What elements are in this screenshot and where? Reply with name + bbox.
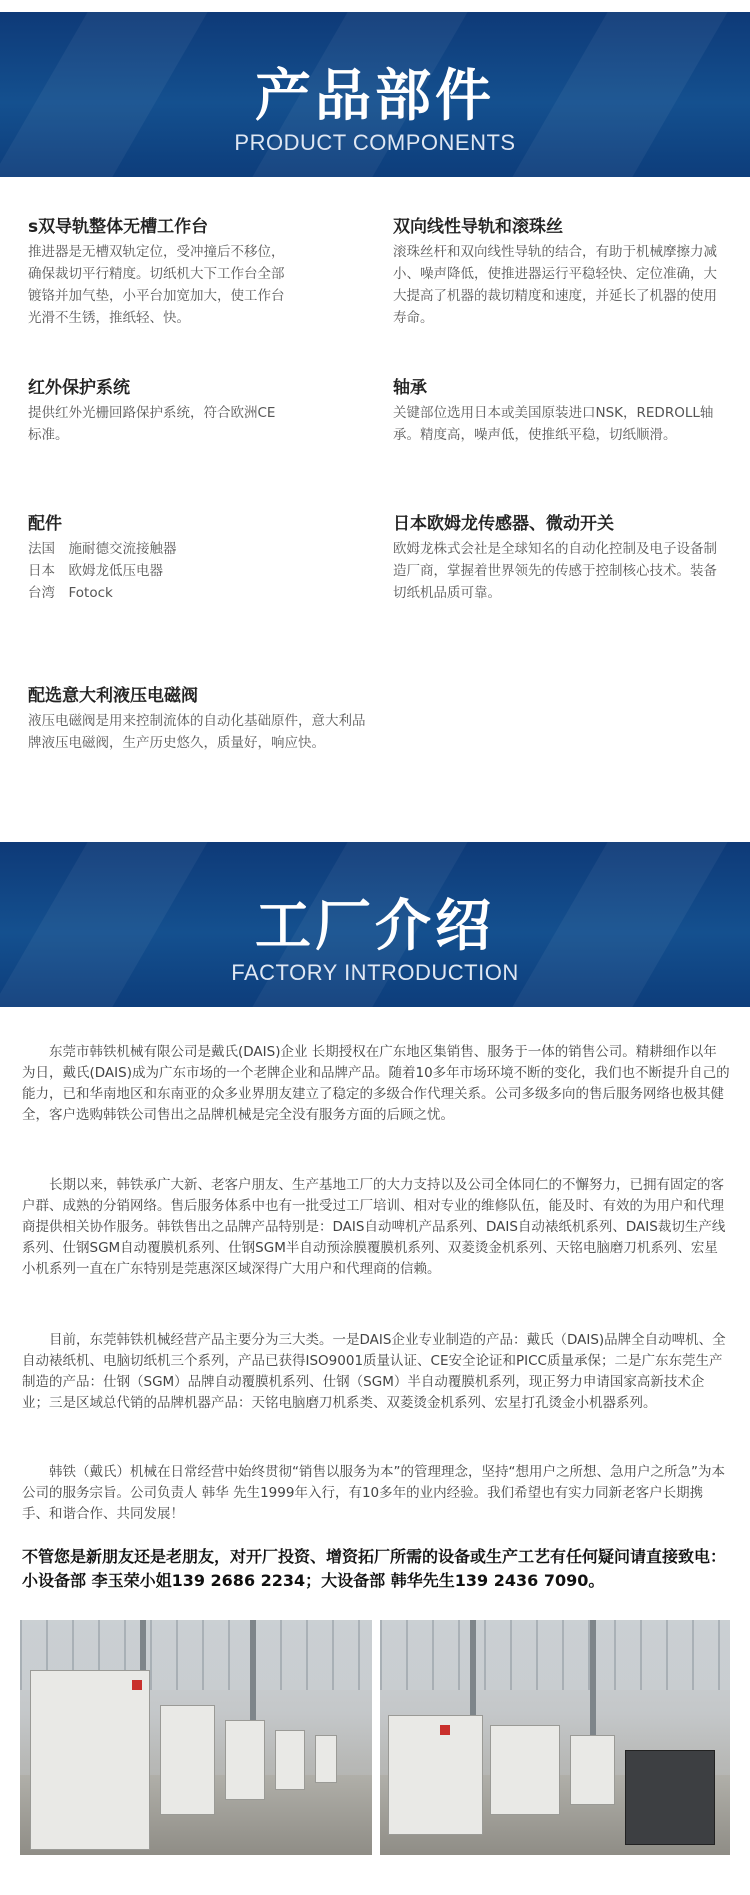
intro-paragraph: 长期以来，韩铁承广大新、老客户朋友、生产基地工厂的大力支持以及公司全体同仁的不懈努力，已拥有固定的客户群、成熟的分销网络。售后服务体系中也有一批受过工厂培训、相对专业的维修队伍，能及时、有效的为用户和代理商提供相关协作服务。韩铁售出之品牌产品特别是：DAIS自动啤机产品系列、DAIS自动裱纸机系列、DAIS裁切生产线系列、仕钢SGM自动覆膜机系列、仕钢SGM半自动预涂膜覆膜机系列、双菱烫金机系列、天铭电脑磨刀机系列、宏星小机系列一直在广东特别是莞惠深区域深得广大用户和代理商的信赖。 [22, 1177, 726, 1277]
component-title: 配选意大利液压电磁阀 [28, 686, 198, 706]
banner-title: 产品部件 [255, 64, 495, 129]
component-description: 液压电磁阀是用来控制流体的自动化基础原件，意大利品牌液压电磁阀，生产历史悠久，质量好，响应快。 [28, 713, 366, 751]
component-title: 日本欧姆龙传感器、微动开关 [393, 514, 614, 534]
component-title: 配件 [28, 514, 62, 534]
accessory-item: 法国 施耐德交流接触器 [28, 541, 177, 557]
intro-paragraph: 韩铁（戴氏）机械在日常经营中始终贯彻“销售以服务为本”的管理理念，坚持“想用户之所想、急用户之所急”为本公司的服务宗旨。公司负责人 韩华 先生1999年入行，有10多年的业内经验。我们希望也有实力同新老客户长期携手、和谐合作、共同发展！ [22, 1464, 725, 1522]
component-description: 提供红外光栅回路保护系统，符合欧洲CE标准。 [28, 405, 276, 443]
banner-subtitle: FACTORY INTRODUCTION [231, 960, 519, 985]
component-title: 轴承 [393, 378, 427, 398]
accessory-item: 台湾 Fotock [28, 585, 113, 601]
component-description: 欧姆龙株式会社是全球知名的自动化控制及电子设备制造厂商，掌握着世界领先的传感于控制核心技术。装备切纸机品质可靠。 [393, 541, 717, 601]
banner-title: 工厂介绍 [255, 894, 495, 959]
component-worktable [28, 215, 288, 329]
machine-indicator [132, 1680, 142, 1690]
cutting-machine [160, 1705, 215, 1815]
cutting-machine [315, 1735, 337, 1783]
factory-introduction-banner [0, 842, 750, 1007]
component-infrared-protection [28, 376, 288, 446]
component-title: 红外保护系统 [28, 378, 130, 398]
cutting-machine [30, 1670, 150, 1850]
component-title: 双向线性导轨和滚珠丝 [393, 217, 563, 237]
cutting-machine [225, 1720, 265, 1800]
component-bearing [393, 376, 723, 446]
accessory-list [28, 538, 328, 604]
component-omron-sensor [393, 512, 723, 604]
factory-photo-left [20, 1620, 372, 1855]
factory-photo-right [380, 1620, 730, 1855]
product-components-banner [0, 12, 750, 177]
intro-paragraph: 东莞市韩铁机械有限公司是戴氏(DAIS)企业 长期授权在广东地区集销售、服务于一体的销售公司。精耕细作以年为日，戴氏(DAIS)成为广东市场的一个老牌企业和品牌产品。随着10多年市场环境不断的变化，我们也不断提升自己的能力，已和华南地区和东南亚的众多业界朋友建立了稳定的多级合作代理关系。公司多级多向的售后服务网络也极其健全，客户选购韩铁公司售出之品牌机械是完全没有服务方面的后顾之忧。 [22, 1044, 730, 1123]
cutting-machine [275, 1730, 305, 1790]
component-title: s双导轨整体无槽工作台 [28, 217, 209, 237]
component-linear-guide [393, 215, 723, 329]
component-description: 关键部位选用日本或美国原装进口NSK，REDROLL轴承。精度高，噪声低，使推纸平稳，切纸顺滑。 [393, 405, 714, 443]
banner-subtitle: PRODUCT COMPONENTS [234, 130, 516, 155]
intro-paragraph: 目前，东莞韩铁机械经营产品主要分为三大类。一是DAIS企业专业制造的产品：戴氏（DAIS)品牌全自动啤机、全自动裱纸机、电脑切纸机三个系列，产品已获得ISO9001质量认证、CE安全论证和PICC质量承保；二是广东东莞生产制造的产品：仕钢（SGM）品牌自动覆膜机系列、仕钢（SGM）半自动覆膜机系列，现正努力申请国家高新技术企业；三是区域总代销的品牌机器产品：天铭电脑磨刀机系类、双菱烫金机系列、宏星打孔烫金小机器系列。 [22, 1332, 726, 1411]
cutting-machine [570, 1735, 615, 1805]
component-hydraulic-valve [28, 684, 368, 754]
cutting-machine [388, 1715, 483, 1835]
component-description: 推进器是无槽双轨定位，受冲撞后不移位，确保裁切平行精度。切纸机大下工作台全部镀铬并加气垫，小平台加宽加大，使工作台光滑不生锈，推纸轻、快。 [28, 244, 285, 326]
component-accessories [28, 512, 328, 604]
accessory-item: 日本 欧姆龙低压电器 [28, 563, 163, 579]
contact-callout: 不管您是新朋友还是老朋友，对开厂投资、增资拓厂所需的设备或生产工艺有任何疑问请直接致电：小设备部 李玉荣小姐139 2686 2234；大设备部 韩华先生139 2436 7090。 [22, 1547, 727, 1590]
machine-indicator [440, 1725, 450, 1735]
hydraulic-unit [625, 1750, 715, 1845]
cutting-machine [490, 1725, 560, 1815]
component-description: 滚珠丝杆和双向线性导轨的结合，有助于机械摩擦力减小、噪声降低，使推进器运行平稳轻快、定位准确，大大提高了机器的裁切精度和速度，并延长了机器的使用寿命。 [393, 244, 717, 326]
factory-roof [380, 1620, 730, 1690]
